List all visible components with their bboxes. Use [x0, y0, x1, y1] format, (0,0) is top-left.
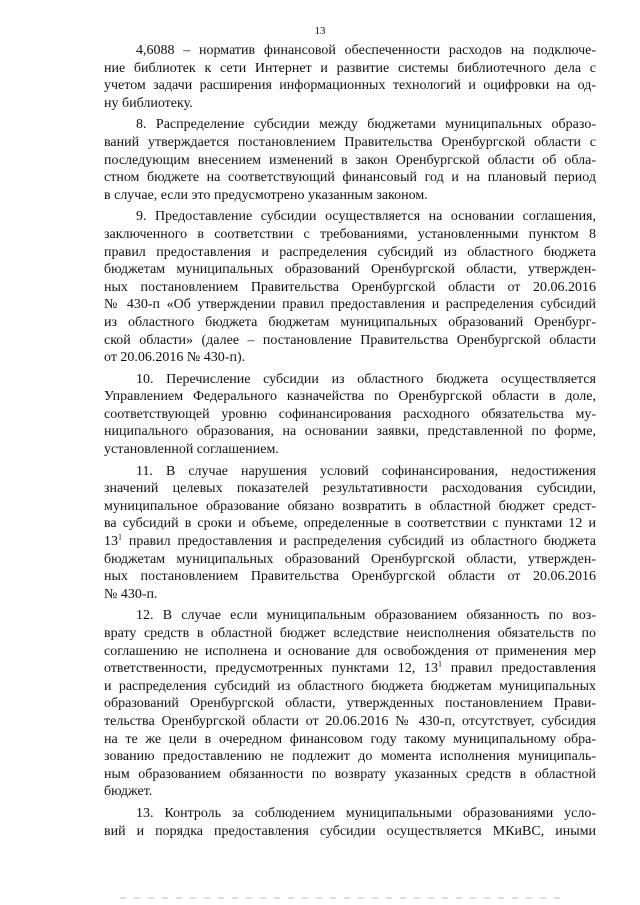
- text-line: ну библиотеку.: [104, 95, 193, 111]
- text-line: 9. Предоставление субсидии осуществляется на основании соглашения,: [136, 209, 596, 225]
- page-number: 13: [314, 25, 326, 37]
- text-line: ние библиотек к сети Интернет и развитие системы библиотечного дела с: [104, 60, 596, 76]
- text-line: № 430-п «Об утверждении правил предоставления и распределения субсидий: [104, 297, 596, 313]
- text-line: соответствующей уровню софинансирования расходного обязательства му-: [104, 406, 596, 422]
- text-line: ва субсидий в сроки и объеме, определенные в соответствии с пунктами 12 и: [104, 516, 596, 532]
- text-line: установленной соглашением.: [104, 442, 279, 458]
- text-line: из областного бюджета бюджетам муниципальных образований Оренбург-: [104, 314, 596, 330]
- text-line: ных постановлением Правительства Оренбургской области от 20.06.2016: [104, 569, 596, 585]
- paragraph-normative: [104, 42, 596, 112]
- text-line: ных постановлением Правительства Оренбургской области от 20.06.2016: [104, 279, 596, 295]
- paragraph-8: [104, 116, 596, 204]
- text-line: зованию предоставлению не подлежит до момента исполнения муниципаль-: [104, 749, 596, 765]
- text-line: 10. Перечисление субсидии из областного бюджета осуществляется: [136, 371, 596, 387]
- text-line: в случае, если это предусмотрено указанным законом.: [104, 187, 428, 203]
- text-line: 4,6088 – норматив финансовой обеспеченности расходов на подключе-: [136, 43, 596, 58]
- document-body: [104, 42, 596, 844]
- text-line: ской области» (далее – постановление Правительства Оренбургской области: [104, 332, 596, 348]
- text-line: № 430-п.: [104, 586, 158, 602]
- text-line: на те же цели в очередном финансовом году такому муниципальному обра-: [104, 731, 596, 747]
- text-line: Управлением Федерального казначейства по Оренбургской области в доле,: [104, 389, 596, 405]
- text-line: стном бюджете на соответствующий финансовый год и на плановый период: [104, 170, 596, 186]
- paragraph-11: [104, 463, 596, 604]
- text-line: правил предоставления и распределения субсидий из областного бюджета: [104, 244, 596, 260]
- text-line: 11. В случае нарушения условий софинансирования, недостижения: [136, 463, 596, 479]
- text-line: врату средств в областной бюджет вследствие неисполнения обязательств по: [104, 626, 596, 641]
- text-line: соглашению не исполнена и основание для освобождения от применения мер: [104, 643, 596, 659]
- paragraph-12: [104, 607, 596, 801]
- text-line: образований Оренбургской области, утвержденных постановлением Прави-: [104, 696, 596, 712]
- text-line: 8. Распределение субсидии между бюджетами муниципальных образо-: [136, 117, 596, 133]
- text-line: ным образованием обязанности по возврату указанных средств в областной: [104, 766, 596, 782]
- paragraph-10: [104, 371, 596, 459]
- text-line: ответственности, предусмотренных пунктами 12, $13^1$ правил предоставления: [104, 659, 596, 677]
- paragraph-13: [104, 805, 596, 840]
- text-line: от 20.06.2016 № 430-п).: [104, 350, 246, 366]
- text-line: 12. В случае если муниципальным образованием обязанность по воз-: [136, 608, 596, 624]
- text-line: последующим внесением изменений в закон Оренбургской области об обла-: [104, 152, 596, 168]
- scan-artifact-line: [120, 897, 560, 899]
- text-line: заключенного в соответствии с требованиями, установленными пунктом 8: [104, 226, 596, 242]
- text-line: ваний утверждается постановлением Правительства Оренбургской области с: [104, 134, 596, 150]
- text-line: бюджет.: [104, 784, 153, 800]
- paragraph-9: [104, 208, 596, 366]
- text-line: $13^1$ правил предоставления и распределения субсидий из областного бюджета: [104, 532, 596, 550]
- text-line: бюджетам муниципальных образований Оренбургской области, утвержден-: [104, 551, 596, 567]
- text-line: 13. Контроль за соблюдением муниципальными образованиями усло-: [136, 805, 596, 821]
- text-line: тельства Оренбургской области от 20.06.2016 № 430-п, отсутствует, субсидия: [104, 713, 596, 729]
- text-line: и распределения субсидий из областного бюджета бюджетам муниципальных: [104, 678, 596, 694]
- text-line: ниципального образования, на основании заявки, представленной по форме,: [104, 424, 596, 440]
- text-line: муниципальное образование обязано возвратить в областной бюджет средст-: [104, 498, 596, 514]
- text-line: учетом задачи расширения информационных технологий и оцифровки на од-: [104, 78, 596, 94]
- text-line: вий и порядка предоставления субсидии осуществляется МКиВС, иными: [104, 823, 596, 839]
- text-line: значений целевых показателей результативности расходования субсидии,: [104, 481, 596, 497]
- text-line: бюджетам муниципальных образований Оренбургской области, утвержден-: [104, 262, 596, 278]
